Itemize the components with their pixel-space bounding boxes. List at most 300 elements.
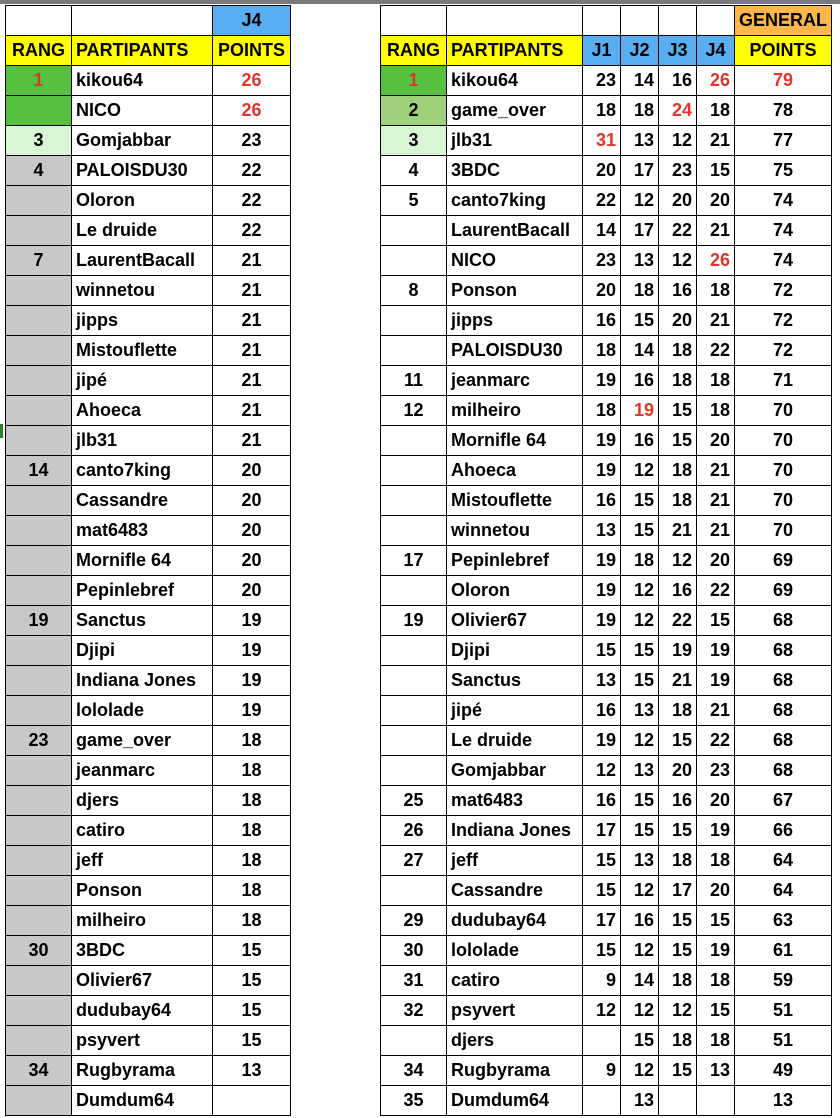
- round-j1-cell[interactable]: 19: [583, 576, 621, 606]
- round-j2-cell[interactable]: 14: [621, 336, 659, 366]
- round-j3-cell[interactable]: 18: [659, 696, 697, 726]
- total-points-cell[interactable]: 75: [735, 156, 832, 186]
- participant-cell[interactable]: LaurentBacall: [447, 216, 583, 246]
- points-cell[interactable]: 22: [213, 186, 291, 216]
- rank-cell[interactable]: [6, 516, 72, 546]
- round-j3-cell[interactable]: 15: [659, 726, 697, 756]
- round-j2-cell[interactable]: 19: [621, 396, 659, 426]
- participant-cell[interactable]: jlb31: [447, 126, 583, 156]
- header-participants[interactable]: PARTIPANTS: [447, 36, 583, 66]
- participant-cell[interactable]: djers: [447, 1026, 583, 1056]
- round-j2-cell[interactable]: 14: [621, 966, 659, 996]
- round-j4-cell[interactable]: 19: [697, 666, 735, 696]
- round-j1-cell[interactable]: 16: [583, 696, 621, 726]
- points-cell[interactable]: 23: [213, 126, 291, 156]
- total-points-cell[interactable]: 72: [735, 306, 832, 336]
- points-cell[interactable]: 21: [213, 396, 291, 426]
- total-points-cell[interactable]: 51: [735, 996, 832, 1026]
- participant-cell[interactable]: Pepinlebref: [447, 546, 583, 576]
- participant-cell[interactable]: NICO: [72, 96, 213, 126]
- total-points-cell[interactable]: 74: [735, 216, 832, 246]
- total-points-cell[interactable]: 70: [735, 486, 832, 516]
- rank-cell[interactable]: [6, 1026, 72, 1056]
- round-j3-cell[interactable]: [659, 1086, 697, 1116]
- points-cell[interactable]: 20: [213, 516, 291, 546]
- total-points-cell[interactable]: 64: [735, 846, 832, 876]
- rank-cell[interactable]: [6, 486, 72, 516]
- general-title[interactable]: GENERAL: [735, 6, 832, 36]
- participant-cell[interactable]: Indiana Jones: [447, 816, 583, 846]
- round-j1-cell[interactable]: 16: [583, 306, 621, 336]
- header-rang[interactable]: RANG: [6, 36, 72, 66]
- round-j4-cell[interactable]: 18: [697, 846, 735, 876]
- round-j2-cell[interactable]: 12: [621, 996, 659, 1026]
- round-j3-cell[interactable]: 18: [659, 846, 697, 876]
- participant-cell[interactable]: mat6483: [72, 516, 213, 546]
- round-j2-cell[interactable]: 13: [621, 756, 659, 786]
- participant-cell[interactable]: winnetou: [72, 276, 213, 306]
- points-cell[interactable]: [213, 1086, 291, 1116]
- round-j2-cell[interactable]: 15: [621, 786, 659, 816]
- rank-cell[interactable]: 4: [381, 156, 447, 186]
- participant-cell[interactable]: lololade: [447, 936, 583, 966]
- points-cell[interactable]: 13: [213, 1056, 291, 1086]
- total-points-cell[interactable]: 74: [735, 186, 832, 216]
- participant-cell[interactable]: mat6483: [447, 786, 583, 816]
- round-j2-cell[interactable]: 13: [621, 846, 659, 876]
- rank-cell[interactable]: [381, 576, 447, 606]
- round-j4-cell[interactable]: 21: [697, 126, 735, 156]
- rank-cell[interactable]: [6, 666, 72, 696]
- round-j1-cell[interactable]: 13: [583, 516, 621, 546]
- rank-cell[interactable]: [6, 636, 72, 666]
- header-j4[interactable]: J4: [697, 36, 735, 66]
- round-j1-cell[interactable]: 13: [583, 666, 621, 696]
- participant-cell[interactable]: jipé: [447, 696, 583, 726]
- participant-cell[interactable]: Cassandre: [447, 876, 583, 906]
- participant-cell[interactable]: jeanmarc: [447, 366, 583, 396]
- rank-cell[interactable]: 29: [381, 906, 447, 936]
- round-j1-cell[interactable]: 9: [583, 966, 621, 996]
- rank-cell[interactable]: [6, 816, 72, 846]
- round-j2-cell[interactable]: 12: [621, 576, 659, 606]
- rank-cell[interactable]: [381, 1026, 447, 1056]
- round-j4-cell[interactable]: 20: [697, 786, 735, 816]
- rank-cell[interactable]: [6, 366, 72, 396]
- participant-cell[interactable]: Ponson: [447, 276, 583, 306]
- round-j2-cell[interactable]: 17: [621, 216, 659, 246]
- rank-cell[interactable]: 4: [6, 156, 72, 186]
- round-j3-cell[interactable]: 12: [659, 546, 697, 576]
- round-j4-cell[interactable]: 18: [697, 396, 735, 426]
- points-cell[interactable]: 15: [213, 966, 291, 996]
- rank-cell[interactable]: 12: [381, 396, 447, 426]
- participant-cell[interactable]: Dumdum64: [72, 1086, 213, 1116]
- rank-cell[interactable]: 19: [381, 606, 447, 636]
- total-points-cell[interactable]: 68: [735, 696, 832, 726]
- round-j1-cell[interactable]: 20: [583, 156, 621, 186]
- total-points-cell[interactable]: 64: [735, 876, 832, 906]
- round-j1-cell[interactable]: 14: [583, 216, 621, 246]
- round-j1-cell[interactable]: [583, 1086, 621, 1116]
- round-j1-cell[interactable]: 19: [583, 456, 621, 486]
- rank-cell[interactable]: [381, 696, 447, 726]
- total-points-cell[interactable]: 79: [735, 66, 832, 96]
- round-j1-cell[interactable]: 31: [583, 126, 621, 156]
- rank-cell[interactable]: [6, 546, 72, 576]
- participant-cell[interactable]: dudubay64: [447, 906, 583, 936]
- header-rang[interactable]: RANG: [381, 36, 447, 66]
- round-j3-cell[interactable]: 22: [659, 216, 697, 246]
- rank-cell[interactable]: [381, 636, 447, 666]
- round-j2-cell[interactable]: 12: [621, 456, 659, 486]
- participant-cell[interactable]: jipps: [447, 306, 583, 336]
- points-cell[interactable]: 22: [213, 156, 291, 186]
- rank-cell[interactable]: [6, 876, 72, 906]
- round-j3-cell[interactable]: 24: [659, 96, 697, 126]
- round-j2-cell[interactable]: 13: [621, 1086, 659, 1116]
- round-j1-cell[interactable]: 19: [583, 366, 621, 396]
- round-j4-cell[interactable]: 18: [697, 276, 735, 306]
- points-cell[interactable]: 20: [213, 456, 291, 486]
- round-j2-cell[interactable]: 12: [621, 726, 659, 756]
- round-j1-cell[interactable]: 16: [583, 786, 621, 816]
- participant-cell[interactable]: Djipi: [447, 636, 583, 666]
- points-cell[interactable]: 15: [213, 1026, 291, 1056]
- rank-cell[interactable]: 25: [381, 786, 447, 816]
- participant-cell[interactable]: Sanctus: [447, 666, 583, 696]
- round-j1-cell[interactable]: 9: [583, 1056, 621, 1086]
- round-j3-cell[interactable]: 12: [659, 246, 697, 276]
- points-cell[interactable]: 21: [213, 366, 291, 396]
- participant-cell[interactable]: Ahoeca: [447, 456, 583, 486]
- points-cell[interactable]: 21: [213, 246, 291, 276]
- rank-cell[interactable]: 3: [381, 126, 447, 156]
- round-j4-cell[interactable]: 21: [697, 696, 735, 726]
- round-j4-cell[interactable]: 19: [697, 816, 735, 846]
- participant-cell[interactable]: Rugbyrama: [447, 1056, 583, 1086]
- total-points-cell[interactable]: 61: [735, 936, 832, 966]
- rank-cell[interactable]: 1: [6, 66, 72, 96]
- round-j3-cell[interactable]: 15: [659, 936, 697, 966]
- rank-cell[interactable]: [381, 216, 447, 246]
- participant-cell[interactable]: Rugbyrama: [72, 1056, 213, 1086]
- round-j1-cell[interactable]: 19: [583, 426, 621, 456]
- participant-cell[interactable]: Indiana Jones: [72, 666, 213, 696]
- round-j2-cell[interactable]: 16: [621, 366, 659, 396]
- round-j3-cell[interactable]: 18: [659, 336, 697, 366]
- rank-cell[interactable]: 34: [6, 1056, 72, 1086]
- rank-cell[interactable]: 27: [381, 846, 447, 876]
- round-j3-cell[interactable]: 18: [659, 486, 697, 516]
- total-points-cell[interactable]: 59: [735, 966, 832, 996]
- rank-cell[interactable]: [6, 426, 72, 456]
- round-j3-cell[interactable]: 19: [659, 636, 697, 666]
- points-cell[interactable]: 21: [213, 306, 291, 336]
- participant-cell[interactable]: catiro: [72, 816, 213, 846]
- points-cell[interactable]: 20: [213, 546, 291, 576]
- round-j3-cell[interactable]: 18: [659, 1026, 697, 1056]
- rank-cell[interactable]: 30: [381, 936, 447, 966]
- rank-cell[interactable]: [6, 186, 72, 216]
- round-j2-cell[interactable]: 15: [621, 306, 659, 336]
- total-points-cell[interactable]: 69: [735, 576, 832, 606]
- round-j1-cell[interactable]: [583, 1026, 621, 1056]
- rank-cell[interactable]: 23: [6, 726, 72, 756]
- round-j3-cell[interactable]: 16: [659, 786, 697, 816]
- round-j4-cell[interactable]: 18: [697, 1026, 735, 1056]
- round-j4-cell[interactable]: 18: [697, 96, 735, 126]
- round-j2-cell[interactable]: 13: [621, 246, 659, 276]
- round-j4-cell[interactable]: 15: [697, 906, 735, 936]
- rank-cell[interactable]: [381, 726, 447, 756]
- rank-cell[interactable]: 1: [381, 66, 447, 96]
- rank-cell[interactable]: 14: [6, 456, 72, 486]
- participant-cell[interactable]: Mornifle 64: [72, 546, 213, 576]
- round-j2-cell[interactable]: 17: [621, 156, 659, 186]
- participant-cell[interactable]: lololade: [72, 696, 213, 726]
- total-points-cell[interactable]: 70: [735, 396, 832, 426]
- participant-cell[interactable]: canto7king: [72, 456, 213, 486]
- round-j3-cell[interactable]: 20: [659, 306, 697, 336]
- rank-cell[interactable]: 34: [381, 1056, 447, 1086]
- participant-cell[interactable]: canto7king: [447, 186, 583, 216]
- round-j2-cell[interactable]: 15: [621, 1026, 659, 1056]
- points-cell[interactable]: 19: [213, 696, 291, 726]
- round-j1-cell[interactable]: 15: [583, 936, 621, 966]
- points-cell[interactable]: 26: [213, 66, 291, 96]
- points-cell[interactable]: 18: [213, 726, 291, 756]
- round-j1-cell[interactable]: 15: [583, 876, 621, 906]
- total-points-cell[interactable]: 70: [735, 426, 832, 456]
- round-j2-cell[interactable]: 12: [621, 936, 659, 966]
- rank-cell[interactable]: [381, 486, 447, 516]
- rank-cell[interactable]: 11: [381, 366, 447, 396]
- total-points-cell[interactable]: 13: [735, 1086, 832, 1116]
- participant-cell[interactable]: jlb31: [72, 426, 213, 456]
- points-cell[interactable]: 20: [213, 486, 291, 516]
- round-j3-cell[interactable]: 15: [659, 906, 697, 936]
- participant-cell[interactable]: kikou64: [72, 66, 213, 96]
- round-j2-cell[interactable]: 15: [621, 636, 659, 666]
- points-cell[interactable]: 18: [213, 816, 291, 846]
- round-j2-cell[interactable]: 15: [621, 816, 659, 846]
- round-j3-cell[interactable]: 18: [659, 366, 697, 396]
- round-j2-cell[interactable]: 18: [621, 96, 659, 126]
- participant-cell[interactable]: milheiro: [72, 906, 213, 936]
- round-j3-cell[interactable]: 17: [659, 876, 697, 906]
- round-j1-cell[interactable]: 18: [583, 396, 621, 426]
- round-j3-cell[interactable]: 22: [659, 606, 697, 636]
- round-j1-cell[interactable]: 15: [583, 846, 621, 876]
- total-points-cell[interactable]: 66: [735, 816, 832, 846]
- round-j3-cell[interactable]: 15: [659, 816, 697, 846]
- points-cell[interactable]: 19: [213, 606, 291, 636]
- points-cell[interactable]: 21: [213, 276, 291, 306]
- round-j4-cell[interactable]: 18: [697, 366, 735, 396]
- participant-cell[interactable]: Djipi: [72, 636, 213, 666]
- points-cell[interactable]: 18: [213, 876, 291, 906]
- participant-cell[interactable]: 3BDC: [72, 936, 213, 966]
- round-j3-cell[interactable]: 12: [659, 126, 697, 156]
- round-j2-cell[interactable]: 15: [621, 486, 659, 516]
- participant-cell[interactable]: Mistouflette: [72, 336, 213, 366]
- round-j3-cell[interactable]: 15: [659, 396, 697, 426]
- rank-cell[interactable]: 30: [6, 936, 72, 966]
- participant-cell[interactable]: Olivier67: [447, 606, 583, 636]
- participant-cell[interactable]: Gomjabbar: [447, 756, 583, 786]
- round-j3-cell[interactable]: 12: [659, 996, 697, 1026]
- round-j4-cell[interactable]: 26: [697, 66, 735, 96]
- rank-cell[interactable]: [6, 966, 72, 996]
- rank-cell[interactable]: [6, 846, 72, 876]
- participant-cell[interactable]: game_over: [447, 96, 583, 126]
- header-j2[interactable]: J2: [621, 36, 659, 66]
- round-j1-cell[interactable]: 17: [583, 906, 621, 936]
- round-j2-cell[interactable]: 12: [621, 1056, 659, 1086]
- rank-cell[interactable]: 5: [381, 186, 447, 216]
- participant-cell[interactable]: LaurentBacall: [72, 246, 213, 276]
- header-participants[interactable]: PARTIPANTS: [72, 36, 213, 66]
- rank-cell[interactable]: [6, 216, 72, 246]
- total-points-cell[interactable]: 49: [735, 1056, 832, 1086]
- round-j1-cell[interactable]: 23: [583, 66, 621, 96]
- rank-cell[interactable]: [381, 246, 447, 276]
- rank-cell[interactable]: [6, 336, 72, 366]
- rank-cell[interactable]: 3: [6, 126, 72, 156]
- rank-cell[interactable]: 7: [6, 246, 72, 276]
- points-cell[interactable]: 21: [213, 426, 291, 456]
- participant-cell[interactable]: jeanmarc: [72, 756, 213, 786]
- round-j1-cell[interactable]: 12: [583, 996, 621, 1026]
- participant-cell[interactable]: Sanctus: [72, 606, 213, 636]
- total-points-cell[interactable]: 63: [735, 906, 832, 936]
- participant-cell[interactable]: NICO: [447, 246, 583, 276]
- round-j1-cell[interactable]: 23: [583, 246, 621, 276]
- participant-cell[interactable]: Pepinlebref: [72, 576, 213, 606]
- round-j1-cell[interactable]: 19: [583, 546, 621, 576]
- round-j4-cell[interactable]: 15: [697, 996, 735, 1026]
- round-j4-cell[interactable]: 21: [697, 516, 735, 546]
- points-cell[interactable]: 22: [213, 216, 291, 246]
- round-j2-cell[interactable]: 12: [621, 876, 659, 906]
- participant-cell[interactable]: 3BDC: [447, 156, 583, 186]
- participant-cell[interactable]: jeff: [447, 846, 583, 876]
- rank-cell[interactable]: [381, 456, 447, 486]
- round-j1-cell[interactable]: 19: [583, 726, 621, 756]
- round-j4-cell[interactable]: 21: [697, 306, 735, 336]
- round-j4-cell[interactable]: 20: [697, 546, 735, 576]
- round-j4-cell[interactable]: 18: [697, 966, 735, 996]
- round-j4-cell[interactable]: 19: [697, 936, 735, 966]
- rank-cell[interactable]: 19: [6, 606, 72, 636]
- round-j2-cell[interactable]: 14: [621, 66, 659, 96]
- rank-cell[interactable]: [6, 996, 72, 1026]
- rank-cell[interactable]: [381, 756, 447, 786]
- rank-cell[interactable]: 31: [381, 966, 447, 996]
- rank-cell[interactable]: 2: [381, 96, 447, 126]
- points-cell[interactable]: 20: [213, 576, 291, 606]
- participant-cell[interactable]: Le druide: [447, 726, 583, 756]
- round-j1-cell[interactable]: 18: [583, 96, 621, 126]
- round-j2-cell[interactable]: 12: [621, 186, 659, 216]
- round-j4-cell[interactable]: 15: [697, 156, 735, 186]
- total-points-cell[interactable]: 70: [735, 516, 832, 546]
- round-j3-cell[interactable]: 16: [659, 576, 697, 606]
- round-j4-cell[interactable]: 21: [697, 216, 735, 246]
- rank-cell[interactable]: [6, 756, 72, 786]
- participant-cell[interactable]: djers: [72, 786, 213, 816]
- participant-cell[interactable]: Dumdum64: [447, 1086, 583, 1116]
- round-j3-cell[interactable]: 20: [659, 756, 697, 786]
- rank-cell[interactable]: 32: [381, 996, 447, 1026]
- rank-cell[interactable]: [381, 336, 447, 366]
- points-cell[interactable]: 18: [213, 786, 291, 816]
- participant-cell[interactable]: Olivier67: [72, 966, 213, 996]
- round-j2-cell[interactable]: 18: [621, 276, 659, 306]
- round-j1-cell[interactable]: 15: [583, 636, 621, 666]
- round-j4-cell[interactable]: 22: [697, 726, 735, 756]
- round-j3-cell[interactable]: 21: [659, 516, 697, 546]
- round-j3-cell[interactable]: 20: [659, 186, 697, 216]
- participant-cell[interactable]: Oloron: [447, 576, 583, 606]
- rank-cell[interactable]: 17: [381, 546, 447, 576]
- participant-cell[interactable]: kikou64: [447, 66, 583, 96]
- round-j4-cell[interactable]: 15: [697, 606, 735, 636]
- participant-cell[interactable]: catiro: [447, 966, 583, 996]
- participant-cell[interactable]: Ahoeca: [72, 396, 213, 426]
- total-points-cell[interactable]: 71: [735, 366, 832, 396]
- round-j4-cell[interactable]: 22: [697, 576, 735, 606]
- rank-cell[interactable]: [6, 96, 72, 126]
- header-j1[interactable]: J1: [583, 36, 621, 66]
- round-j3-cell[interactable]: 21: [659, 666, 697, 696]
- header-points[interactable]: POINTS: [213, 36, 291, 66]
- round-j4-cell[interactable]: 21: [697, 456, 735, 486]
- points-cell[interactable]: 15: [213, 936, 291, 966]
- total-points-cell[interactable]: 68: [735, 666, 832, 696]
- participant-cell[interactable]: jipé: [72, 366, 213, 396]
- participant-cell[interactable]: PALOISDU30: [72, 156, 213, 186]
- total-points-cell[interactable]: 51: [735, 1026, 832, 1056]
- round-j3-cell[interactable]: 18: [659, 456, 697, 486]
- round-j2-cell[interactable]: 15: [621, 666, 659, 696]
- round-j3-cell[interactable]: 23: [659, 156, 697, 186]
- rank-cell[interactable]: [6, 306, 72, 336]
- points-cell[interactable]: 18: [213, 846, 291, 876]
- participant-cell[interactable]: psyvert: [72, 1026, 213, 1056]
- round-j2-cell[interactable]: 15: [621, 516, 659, 546]
- round-j4-cell[interactable]: 23: [697, 756, 735, 786]
- round-j1-cell[interactable]: 16: [583, 486, 621, 516]
- total-points-cell[interactable]: 72: [735, 336, 832, 366]
- total-points-cell[interactable]: 68: [735, 636, 832, 666]
- total-points-cell[interactable]: 74: [735, 246, 832, 276]
- participant-cell[interactable]: Mornifle 64: [447, 426, 583, 456]
- participant-cell[interactable]: milheiro: [447, 396, 583, 426]
- round-j1-cell[interactable]: 17: [583, 816, 621, 846]
- points-cell[interactable]: 18: [213, 756, 291, 786]
- rank-cell[interactable]: 8: [381, 276, 447, 306]
- round-j1-cell[interactable]: 12: [583, 756, 621, 786]
- rank-cell[interactable]: [381, 426, 447, 456]
- round-j2-cell[interactable]: 12: [621, 606, 659, 636]
- header-total-points[interactable]: POINTS: [735, 36, 832, 66]
- total-points-cell[interactable]: 69: [735, 546, 832, 576]
- participant-cell[interactable]: jeff: [72, 846, 213, 876]
- rank-cell[interactable]: [381, 666, 447, 696]
- rank-cell[interactable]: [6, 396, 72, 426]
